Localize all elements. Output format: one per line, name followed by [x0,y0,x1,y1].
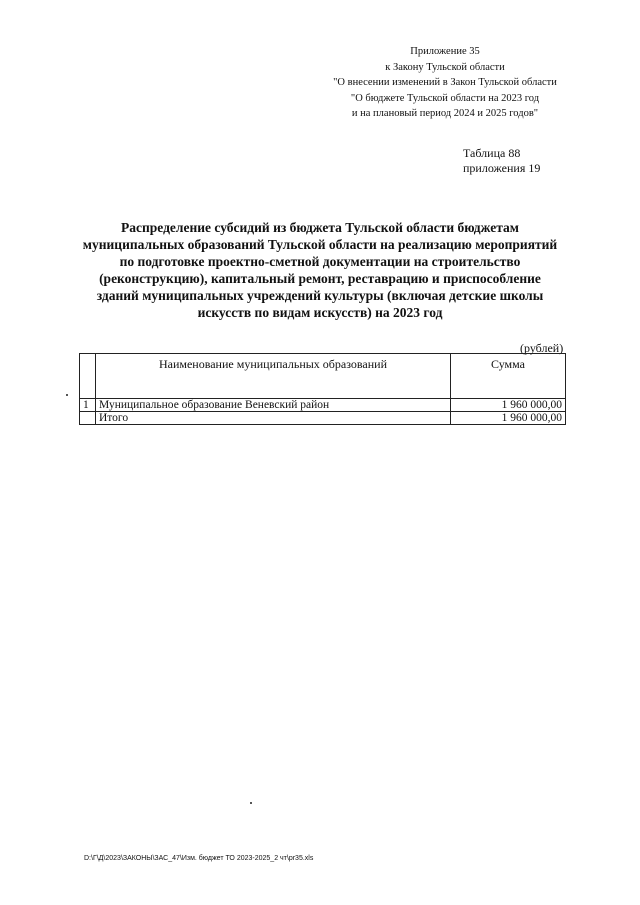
header-number [80,354,96,399]
document-title: Распределение субсидий из бюджета Тульской области бюджетам муниципальных образований Тульской области на реализацию мероприятий по подготовке проектно-сметной документации на строительство (реконструкцию), капитальный ремонт, реставрацию и приспособление зданий муниципальных учреждений культуры (включая детские школы искусств по видам искусств) на 2023 год [82,220,558,320]
header-sum: Сумма [451,354,566,399]
file-path-footer: D:\Г\Д\2023\ЗАКОНЫ\ЗАС_47\Изм. бюджет ТО 2023-2025_2 чт\pr35.xls [84,855,314,862]
appendix-header [320,44,570,122]
row-sum: 1 960 000,00 [451,399,566,412]
scan-speck [250,802,252,804]
appendix-line: Приложение 35 [410,46,480,57]
units-label: (рублей) [520,341,564,355]
table-number: Таблица 88 [463,146,521,160]
subsidy-table [79,353,566,425]
total-row [80,412,566,425]
appendix-number: приложения 19 [463,161,541,175]
table-reference [463,146,540,176]
row-name: Муниципальное образование Веневский район [96,399,451,412]
total-sum: 1 960 000,00 [451,412,566,425]
total-label: Итого [96,412,451,425]
row-number: 1 [80,399,96,412]
appendix-line: и на плановый период 2024 и 2025 годов" [351,108,539,119]
scan-speck [66,394,68,396]
total-number [80,412,96,425]
appendix-line: "О внесении изменений в Закон Тульской области [333,77,557,88]
appendix-line: "О бюджете Тульской области на 2023 год [350,92,540,104]
table-row [80,399,566,412]
appendix-line: к Закону Тульской области [385,61,505,73]
header-name: Наименование муниципальных образований [96,354,451,399]
table-header-row [80,354,566,399]
